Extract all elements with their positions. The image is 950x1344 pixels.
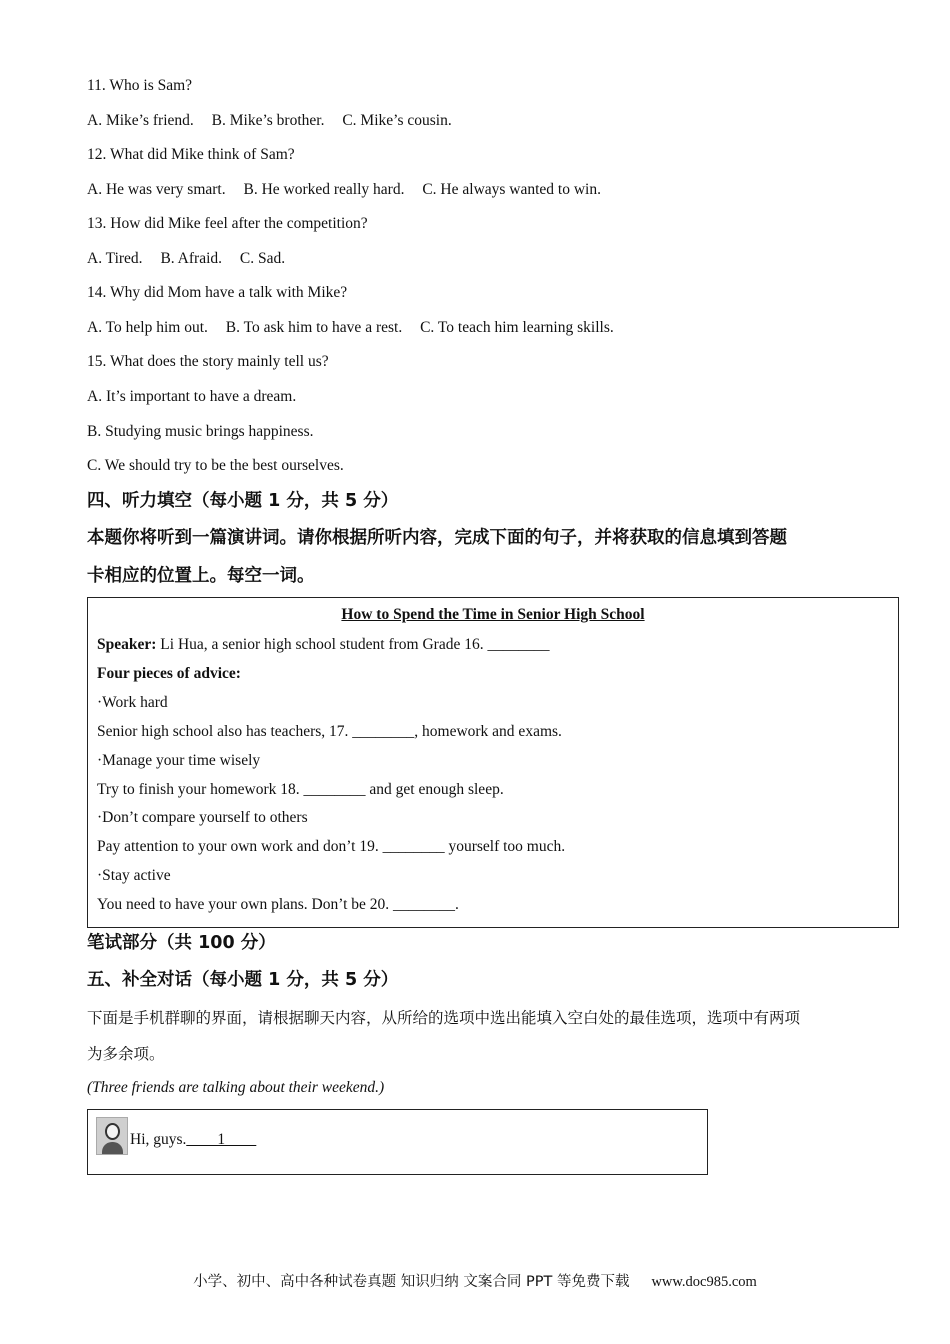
section-4-heading: 四、听力填空（每小题 1 分，共 5 分） [87, 491, 399, 511]
speaker-label: Speaker: [97, 636, 157, 653]
section-5-instruction-2: 为多余项。 [87, 1045, 165, 1063]
speaker-text: Li Hua, a senior high school student from Grade 16. ________ [156, 636, 550, 653]
box-title: How to Spend the Time in Senior High School [341, 606, 645, 623]
written-part-heading: 笔试部分（共 100 分） [87, 933, 276, 953]
section-5-heading: 五、补全对话（每小题 1 分，共 5 分） [87, 970, 399, 990]
option: A. Mike’s friend. [87, 112, 194, 129]
question-13-options [87, 249, 299, 269]
option: C. Sad. [239, 250, 286, 267]
question-13-stem: 13. How did Mike feel after the competition? [87, 215, 368, 232]
chat-blank-1: ____1____ [186, 1131, 257, 1148]
option: B. He worked really hard. [243, 181, 405, 198]
speaker-line [97, 635, 549, 655]
advice-label: Four pieces of advice: [97, 665, 241, 682]
footer [0, 1270, 950, 1291]
question-12-stem: 12. What did Mike think of Sam? [87, 146, 295, 163]
option: C. Mike’s cousin. [342, 112, 452, 129]
advice-row: ·Manage your time wisely [97, 752, 261, 769]
question-15-option-b: B. Studying music brings happiness. [87, 423, 314, 440]
question-14-options [87, 318, 628, 338]
dialogue-context: (Three friends are talking about their weekend.) [87, 1079, 385, 1096]
advice-row: You need to have your own plans. Don’t be 20. ________. [97, 896, 459, 913]
section-4-instruction-2: 卡相应的位置上。每空一词。 [87, 566, 315, 586]
question-11-options [87, 111, 466, 131]
footer-url[interactable]: www.doc985.com [651, 1274, 757, 1290]
question-15-option-c: C. We should try to be the best ourselves. [87, 457, 344, 474]
advice-row: Pay attention to your own work and don’t 19. ________ yourself too much. [97, 838, 566, 855]
option: B. To ask him to have a rest. [225, 319, 403, 336]
advice-row: Try to finish your homework 18. ________ and get enough sleep. [97, 781, 504, 798]
advice-row: ·Don’t compare yourself to others [97, 809, 308, 826]
option: C. To teach him learning skills. [420, 319, 614, 336]
section-5-instruction-1: 下面是手机群聊的界面，请根据聊天内容，从所给的选项中选出能填入空白处的最佳选项，选项中有两项 [87, 1009, 801, 1027]
chat-window [87, 1109, 708, 1175]
speech-notes-box [87, 597, 899, 928]
question-12-options [87, 180, 615, 200]
option: C. He always wanted to win. [422, 181, 601, 198]
question-15-option-a: A. It’s important to have a dream. [87, 388, 297, 405]
avatar [96, 1117, 128, 1155]
chat-greeting: Hi, guys. [130, 1131, 187, 1148]
question-14-stem: 14. Why did Mom have a talk with Mike? [87, 284, 348, 301]
question-11-stem: 11. Who is Sam? [87, 77, 193, 94]
chat-message [130, 1130, 256, 1150]
option: B. Afraid. [160, 250, 222, 267]
advice-row: ·Work hard [97, 694, 168, 711]
option: B. Mike’s brother. [211, 112, 325, 129]
option: A. To help him out. [87, 319, 208, 336]
footer-text: 小学、初中、高中各种试卷真题 知识归纳 文案合同 PPT 等免费下载 [193, 1274, 630, 1290]
option: A. Tired. [87, 250, 143, 267]
question-15-stem: 15. What does the story mainly tell us? [87, 353, 329, 370]
advice-row: Senior high school also has teachers, 17. ________, homework and exams. [97, 723, 562, 740]
advice-row: ·Stay active [97, 867, 171, 884]
section-4-instruction-1: 本题你将听到一篇演讲词。请你根据所听内容，完成下面的句子，并将获取的信息填到答题 [87, 528, 787, 548]
option: A. He was very smart. [87, 181, 226, 198]
